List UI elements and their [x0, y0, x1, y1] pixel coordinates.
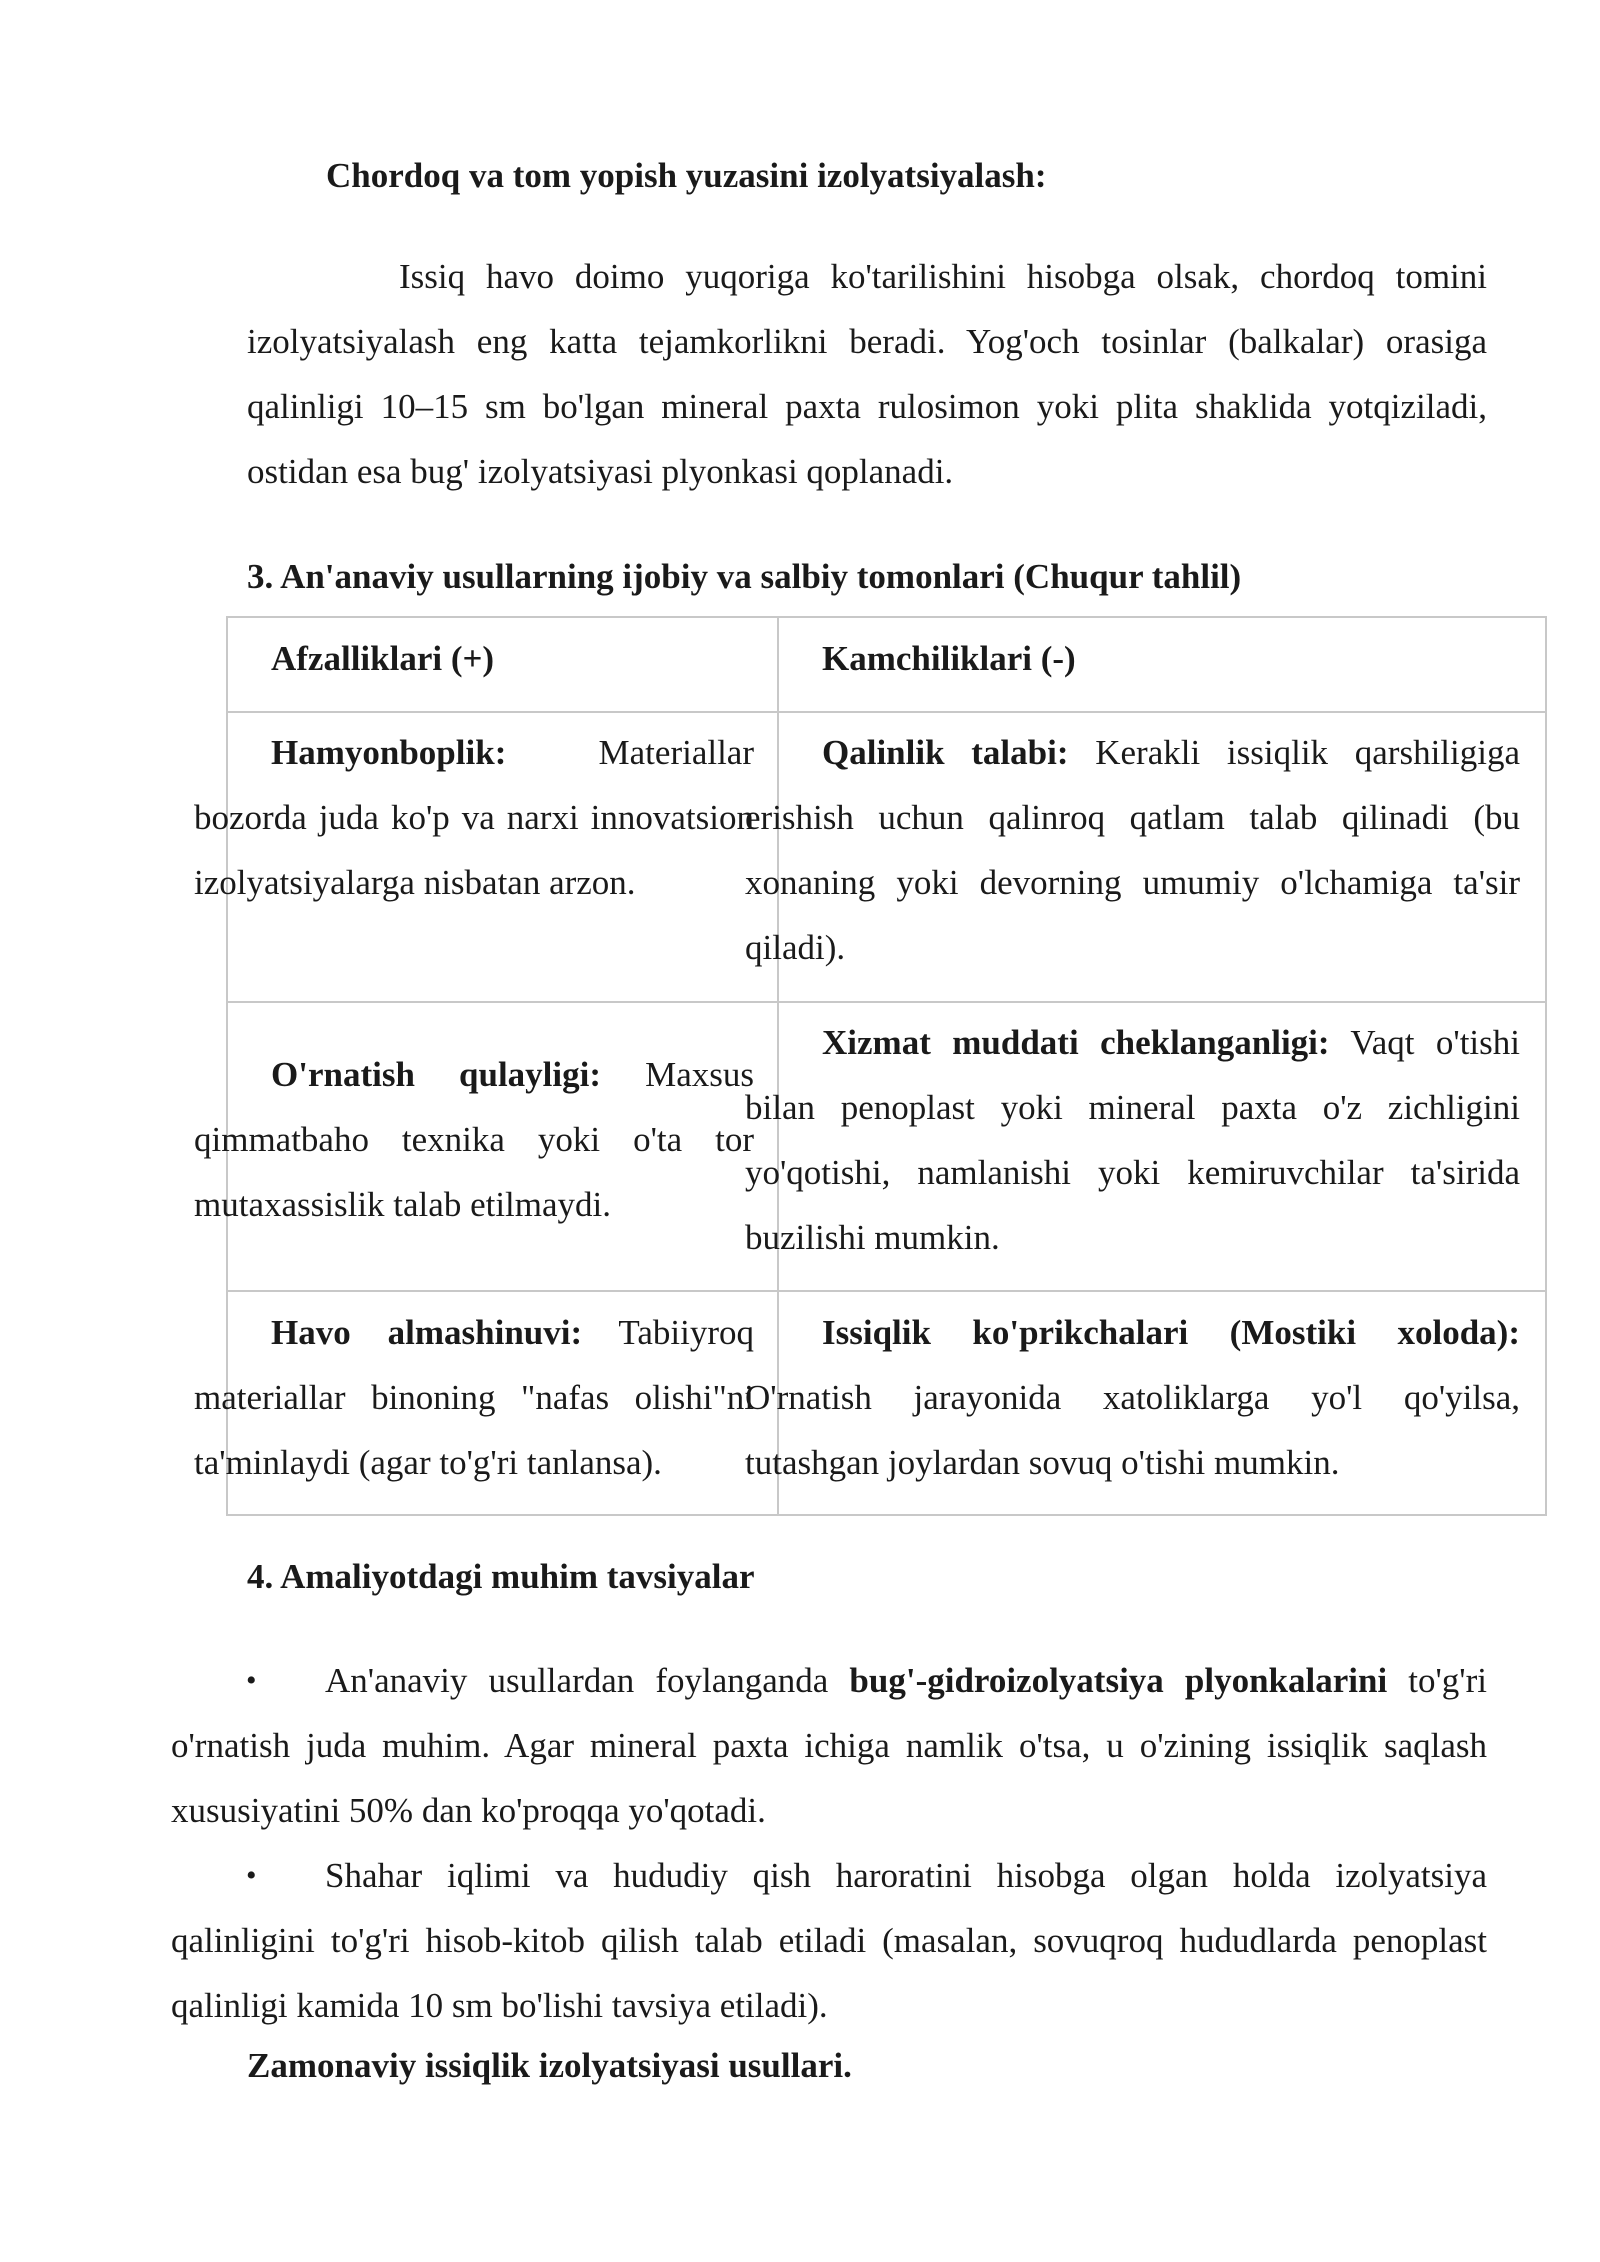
table-cell-right: Issiqlik ko'prikchalari (Mostiki xoloda): O'rnatish jarayonida xatoliklarga yo'l qo'yilsa, tutashgan joylardan sovuq o'tishi mumkin. — [745, 1313, 1520, 1482]
table-cell-left: O'rnatish qulayligi: Maxsus qimmatbaho texnika yoki o'ta tor mutaxassislik talab etilmaydi. — [194, 1055, 754, 1224]
table-header-disadvantages: Kamchiliklari (-) — [822, 639, 1076, 678]
list-item: • Shahar iqlimi va hududiy qish haroratini hisobga olgan holda izolyatsiya qalinligini to'g'ri hisob-kitob qilish talab etiladi (masalan, sovuqroq hududlarda penoplast qalinligi kamida 10 sm bo'lishi tavsiya etiladi). — [171, 1843, 1487, 2038]
table-cell-right: Qalinlik talabi: Kerakli issiqlik qarshiligiga erishish uchun qalinroq qatlam talab qilinadi (bu xonaning yoki devorning umumiy o'lchamiga ta'sir qiladi). — [745, 733, 1521, 967]
table-border-bottom — [227, 1514, 1546, 1516]
bullet-icon: • — [246, 1859, 257, 1892]
list-item: • An'anaviy usullardan foylanganda bug'-gidroizolyatsiya plyonkalarini to'g'ri o'rnatish juda muhim. Agar mineral paxta ichiga namlik o'tsa, u o'zining issiqlik saqlash xususiyatini 50% dan ko'proqqa yo'qotadi. — [171, 1648, 1487, 1843]
table-cell-left: Hamyonboplik: Materiallar bozorda juda ko'p va narxi innovatsion izolyatsiyalarga nisbatan arzon. — [194, 733, 754, 902]
attic-heading: Chordoq va tom yopish yuzasini izolyatsiyalash: — [326, 156, 1047, 195]
table-cell-right: Xizmat muddati cheklanganligi: Vaqt o'tishi bilan penoplast yoki mineral paxta o'z zichligini yo'qotishi, namlanishi yoki kemiruvchilar ta'sirida buzilishi mumkin. — [745, 1023, 1520, 1257]
section-4-heading: 4. Amaliyotdagi muhim tavsiyalar — [247, 1557, 755, 1596]
table-cell-left: Havo almashinuvi: Tabiiyroq materiallar binoning "nafas olishi"ni ta'minlaydi (agar to'g'ri tanlansa). — [194, 1313, 754, 1482]
table-border-right — [1545, 616, 1547, 1516]
bullet-icon: • — [246, 1664, 257, 1697]
table-border-top — [227, 616, 1546, 618]
modern-methods-heading: Zamonaviy issiqlik izolyatsiyasi usullari. — [247, 2046, 852, 2085]
attic-paragraph: Issiq havo doimo yuqoriga ko'tarilishini hisobga olsak, chordoq tomini izolyatsiyalash eng katta tejamkorlikni beradi. Yog'och tosinlar (balkalar) orasiga qalinligi 10–15 sm bo'lgan mineral paxta rulosimon yoki plita shaklida yotqiziladi, ostidan esa bug' izolyatsiyasi plyonkasi qoplanadi. — [247, 257, 1487, 491]
table-border-row — [227, 1001, 1546, 1003]
table-border-row — [227, 1290, 1546, 1292]
table-header-advantages: Afzalliklari (+) — [271, 639, 495, 678]
table-border-row — [227, 711, 1546, 713]
bullet-list — [171, 1648, 1487, 2038]
section-3-heading: 3. An'anaviy usullarning ijobiy va salbiy tomonlari (Chuqur tahlil) — [247, 557, 1242, 596]
